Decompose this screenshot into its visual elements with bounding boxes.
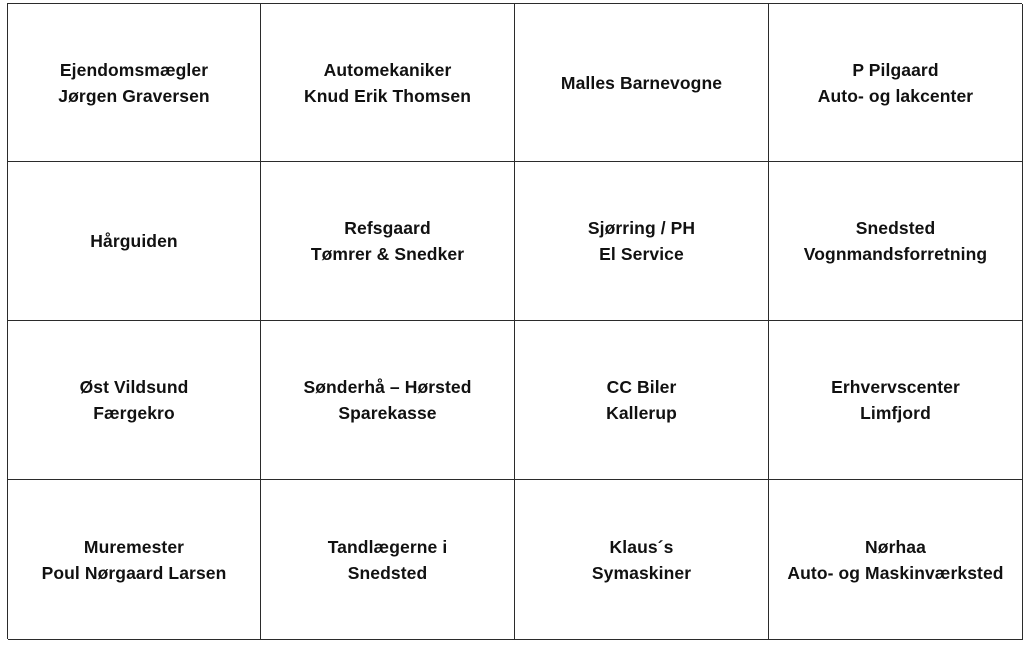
sponsor-line-2: Knud Erik Thomsen xyxy=(304,85,471,106)
sponsor-line-1: Erhvervscenter xyxy=(831,377,960,397)
sponsor-cell xyxy=(8,4,261,162)
sponsor-line-1: Nørhaa xyxy=(865,536,926,557)
sponsor-line-1: Hårguiden xyxy=(90,231,178,251)
sponsor-line-1: P Pilgaard xyxy=(852,59,939,80)
sponsor-cell xyxy=(769,480,1023,640)
sponsor-line-1: Malles Barnevogne xyxy=(560,72,723,93)
sponsor-line-2: El Service xyxy=(599,244,684,264)
sponsor-cell xyxy=(515,321,769,480)
sponsor-cell xyxy=(769,4,1023,162)
sponsor-line-1: Sjørring / PH xyxy=(587,218,696,238)
sponsor-line-1: Snedsted xyxy=(855,218,936,238)
sponsor-line-2: Kallerup xyxy=(606,403,677,423)
sponsor-line-2: Tømrer & Snedker xyxy=(310,244,465,264)
sponsor-cell xyxy=(261,321,515,480)
sponsor-line-1: Refsgaard xyxy=(344,218,431,238)
sponsor-grid xyxy=(7,3,1022,639)
sponsor-line-1: Muremester xyxy=(83,536,185,557)
sponsor-line-1: Klaus´s xyxy=(609,536,674,557)
sponsor-line-1: Automekaniker xyxy=(323,59,452,80)
sponsor-line-2: Jørgen Graversen xyxy=(58,85,210,106)
sponsor-line-2: Færgekro xyxy=(93,403,175,423)
sponsor-line-2: Sparekasse xyxy=(338,403,437,423)
sponsor-cell xyxy=(8,321,261,480)
sponsor-line-2: Snedsted xyxy=(347,562,428,583)
sponsor-line-2: Auto- og Maskinværksted xyxy=(787,562,1004,583)
sponsor-line-2: Limfjord xyxy=(860,403,931,423)
sponsor-cell xyxy=(261,480,515,640)
sponsor-line-2: Symaskiner xyxy=(591,562,692,583)
sponsor-cell xyxy=(769,321,1023,480)
sponsor-cell xyxy=(515,162,769,321)
sponsor-cell xyxy=(261,4,515,162)
sponsor-cell xyxy=(261,162,515,321)
sponsor-line-1: Sønderhå – Hørsted xyxy=(303,377,472,397)
sponsor-line-1: CC Biler xyxy=(606,377,677,397)
sponsor-line-1: Ejendomsmægler xyxy=(59,59,209,80)
sponsor-cell xyxy=(8,162,261,321)
sponsor-line-2: Poul Nørgaard Larsen xyxy=(41,562,227,583)
sponsor-line-1: Øst Vildsund xyxy=(79,377,189,397)
sponsor-cell xyxy=(8,480,261,640)
sponsor-line-2: Vognmandsforretning xyxy=(803,244,988,264)
sponsor-cell xyxy=(769,162,1023,321)
sponsor-line-2: Auto- og lakcenter xyxy=(817,85,974,106)
sponsor-cell xyxy=(515,4,769,162)
sponsor-cell xyxy=(515,480,769,640)
sponsor-line-1: Tandlægerne i xyxy=(327,536,448,557)
